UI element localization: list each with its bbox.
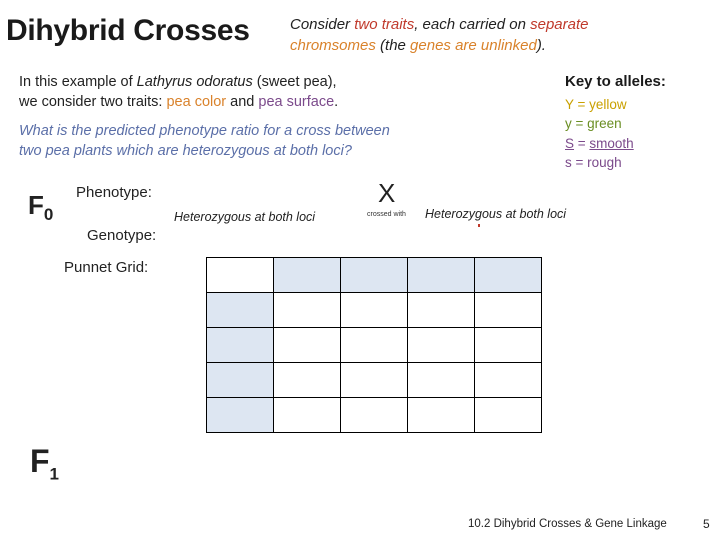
intro-part: ). — [536, 37, 546, 54]
intro-two-traits: two traits — [354, 16, 415, 33]
allele-meaning: smooth — [589, 135, 634, 151]
grid-header-cell[interactable] — [207, 398, 274, 433]
species-name: Lathyrus odoratus — [136, 74, 253, 90]
grid-header-cell[interactable] — [207, 363, 274, 398]
example-part: In this example of — [19, 74, 137, 90]
generation-sub: 1 — [49, 464, 60, 484]
left-parent-label: Heterozygous at both loci — [174, 210, 316, 224]
key-heading: Key to alleles: — [565, 73, 666, 90]
allele-eq: = — [573, 96, 590, 112]
crossed-with-label: crossed with — [367, 211, 406, 218]
trait-pea-surface: pea surface — [258, 94, 335, 110]
red-mark — [478, 224, 480, 227]
intro-unlinked: genes are unlinked — [410, 37, 537, 54]
allele-symbol: S — [565, 135, 575, 151]
example-part: we consider two traits: — [19, 94, 167, 110]
question-line: What is the predicted phenotype ratio for a cross between — [19, 123, 390, 139]
grid-cell[interactable] — [341, 398, 408, 433]
trait-pea-color: pea color — [166, 94, 227, 110]
example-text — [19, 72, 539, 112]
grid-header-cell[interactable] — [207, 328, 274, 363]
question-text — [19, 121, 479, 161]
grid-cell[interactable] — [475, 293, 542, 328]
generation-f0 — [28, 190, 53, 225]
key-item — [565, 153, 715, 173]
footer-text: 10.2 Dihybrid Crosses & Gene Linkage — [468, 518, 667, 530]
allele-eq: = — [571, 116, 588, 131]
example-part: . — [334, 94, 339, 110]
allele-key — [565, 72, 715, 173]
grid-cell[interactable] — [341, 363, 408, 398]
grid-cell[interactable] — [408, 363, 475, 398]
punnett-grid — [206, 257, 542, 433]
phenotype-label: Phenotype: — [76, 184, 152, 201]
grid-row — [207, 398, 542, 433]
generation-f1 — [30, 443, 59, 484]
allele-symbol: y — [565, 116, 572, 131]
generation-letter: F — [28, 190, 44, 220]
grid-header-cell[interactable] — [475, 258, 542, 293]
key-item — [565, 95, 715, 115]
grid-header-cell[interactable] — [408, 258, 475, 293]
grid-cell[interactable] — [274, 398, 341, 433]
allele-eq: = — [574, 135, 590, 151]
grid-header-cell[interactable] — [207, 293, 274, 328]
grid-row — [207, 258, 542, 293]
grid-cell[interactable] — [274, 363, 341, 398]
intro-part: Consider — [290, 16, 355, 33]
intro-chromsomes: chromsomes — [290, 37, 376, 54]
page-title: Dihybrid Crosses — [6, 14, 250, 47]
grid-cell[interactable] — [475, 398, 542, 433]
cross-x: X — [378, 178, 396, 208]
grid-cell[interactable] — [408, 328, 475, 363]
allele-meaning: yellow — [589, 96, 627, 112]
grid-cell[interactable] — [341, 328, 408, 363]
generation-sub: 0 — [43, 205, 54, 225]
grid-header-cell[interactable] — [341, 258, 408, 293]
intro-separate: separate — [530, 16, 589, 33]
allele-meaning: rough — [587, 155, 622, 170]
grid-corner-cell — [207, 258, 274, 293]
intro-part: (the — [375, 37, 411, 54]
page-number: 5 — [703, 517, 710, 531]
allele-symbol: Y — [565, 96, 574, 112]
grid-cell[interactable] — [274, 328, 341, 363]
grid-row — [207, 363, 542, 398]
allele-symbol: s — [565, 155, 572, 170]
question-line: two pea plants which are heterozygous at both loci? — [19, 143, 352, 159]
grid-cell[interactable] — [475, 328, 542, 363]
grid-cell[interactable] — [274, 293, 341, 328]
generation-letter: F — [30, 443, 50, 479]
grid-header-cell[interactable] — [274, 258, 341, 293]
example-part: (sweet pea), — [252, 74, 337, 90]
punnet-grid-label: Punnet Grid: — [64, 259, 149, 276]
key-item — [565, 134, 715, 154]
grid-cell[interactable] — [475, 363, 542, 398]
grid-cell[interactable] — [408, 398, 475, 433]
right-parent-label: Heterozygous at both loci — [425, 207, 567, 221]
grid-cell[interactable] — [408, 293, 475, 328]
genotype-label: Genotype: — [87, 227, 157, 244]
intro-part: , each carried on — [414, 16, 531, 33]
intro-text — [290, 14, 710, 56]
example-part: and — [226, 94, 259, 110]
allele-eq: = — [571, 155, 588, 170]
grid-cell[interactable] — [341, 293, 408, 328]
allele-meaning: green — [587, 116, 622, 131]
key-item — [565, 114, 715, 134]
grid-row — [207, 328, 542, 363]
grid-row — [207, 293, 542, 328]
